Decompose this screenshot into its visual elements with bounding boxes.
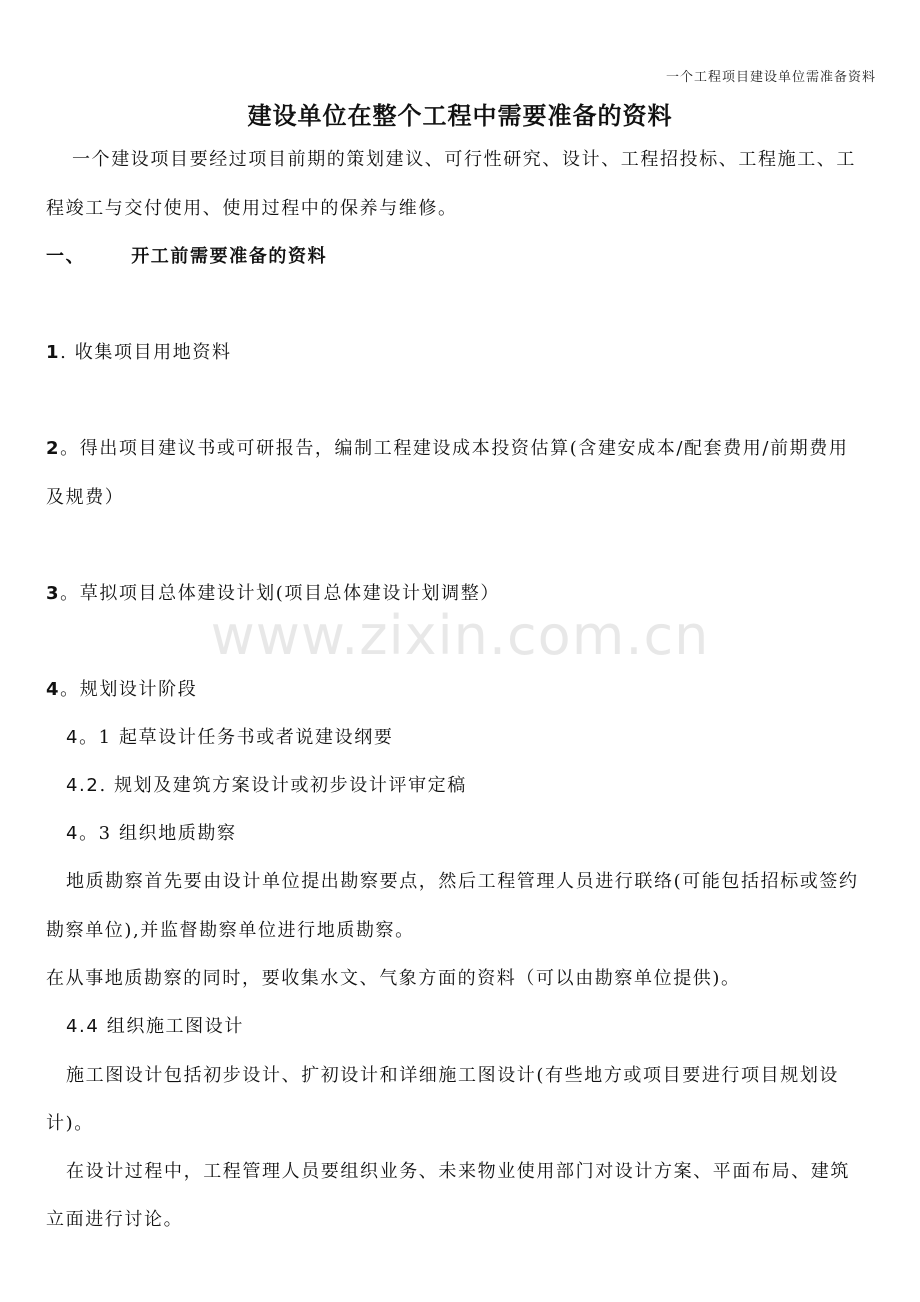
list-item-3 [46,581,876,607]
watermark: www.zixin.com.cn [210,604,710,667]
review-paragraph-line-1: 在设计过程中，工程管理人员要组织业务、未来物业使用部门对设计方案、平面布局、建筑 [66,1161,850,1182]
drawing-paragraph-line-2: 计)。 [46,1113,94,1134]
sub-item-4-1 [66,725,896,751]
item-number: 4 [66,727,80,748]
geology-paragraph-line-2: 勘察单位),并监督勘察单位进行地质勘察。 [46,920,415,941]
item-text: . 收集项目用地资料 [60,342,232,363]
list-item-1 [46,340,876,366]
document-title: 建设单位在整个工程中需要准备的资料 [247,101,673,130]
list-item-2 [46,436,876,462]
item-number: 4.2 [66,775,100,796]
geology-paragraph-line-1: 地质勘察首先要由设计单位提出勘察要点，然后工程管理人员进行联络(可能包括招标或签约 [66,871,859,892]
item-text: . 规划及建筑方案设计或初步设计评审定稿 [99,775,467,796]
list-item-2-continuation: 及规费） [46,487,125,508]
item-number: 4 [66,823,80,844]
geology-paragraph-line-3: 在从事地质勘察的同时，要收集水文、气象方面的资料（可以由勘察单位提供)。 [46,968,741,989]
item-text: 。草拟项目总体建设计划(项目总体建设计划调整） [60,583,500,604]
item-number: 2 [46,438,61,459]
sub-item-4-2 [66,773,896,799]
item-text: 。3 组织地质勘察 [79,823,237,844]
section-heading-1 [46,244,876,270]
section-heading-text: 开工前需要准备的资料 [131,246,328,267]
item-number: 4.4 [66,1016,100,1037]
item-text: 组织施工图设计 [99,1016,244,1037]
list-item-4 [46,677,876,703]
item-text: 。1 起草设计任务书或者说建设纲要 [79,727,394,748]
drawing-paragraph-line-1: 施工图设计包括初步设计、扩初设计和详细施工图设计(有些地方或项目要进行项目规划设 [66,1065,840,1086]
item-text: 。得出项目建议书或可研报告，编制工程建设成本投资估算(含建安成本/配套费用/前期费用 [60,438,849,459]
intro-paragraph-line-1: 一个建设项目要经过项目前期的策划建议、可行性研究、设计、工程招投标、工程施工、工 [72,149,856,170]
section-marker: 一、 [46,246,86,267]
intro-paragraph-line-2: 程竣工与交付使用、使用过程中的保养与维修。 [46,198,458,219]
sub-item-4-4 [66,1014,896,1040]
review-paragraph-line-2: 立面进行讨论。 [46,1209,184,1230]
item-number: 1 [46,342,61,363]
running-header: 一个工程项目建设单位需准备资料 [665,70,876,85]
item-number: 4 [46,679,61,700]
sub-item-4-3 [66,821,896,847]
item-text: 。规划设计阶段 [60,679,198,700]
item-number: 3 [46,583,61,604]
